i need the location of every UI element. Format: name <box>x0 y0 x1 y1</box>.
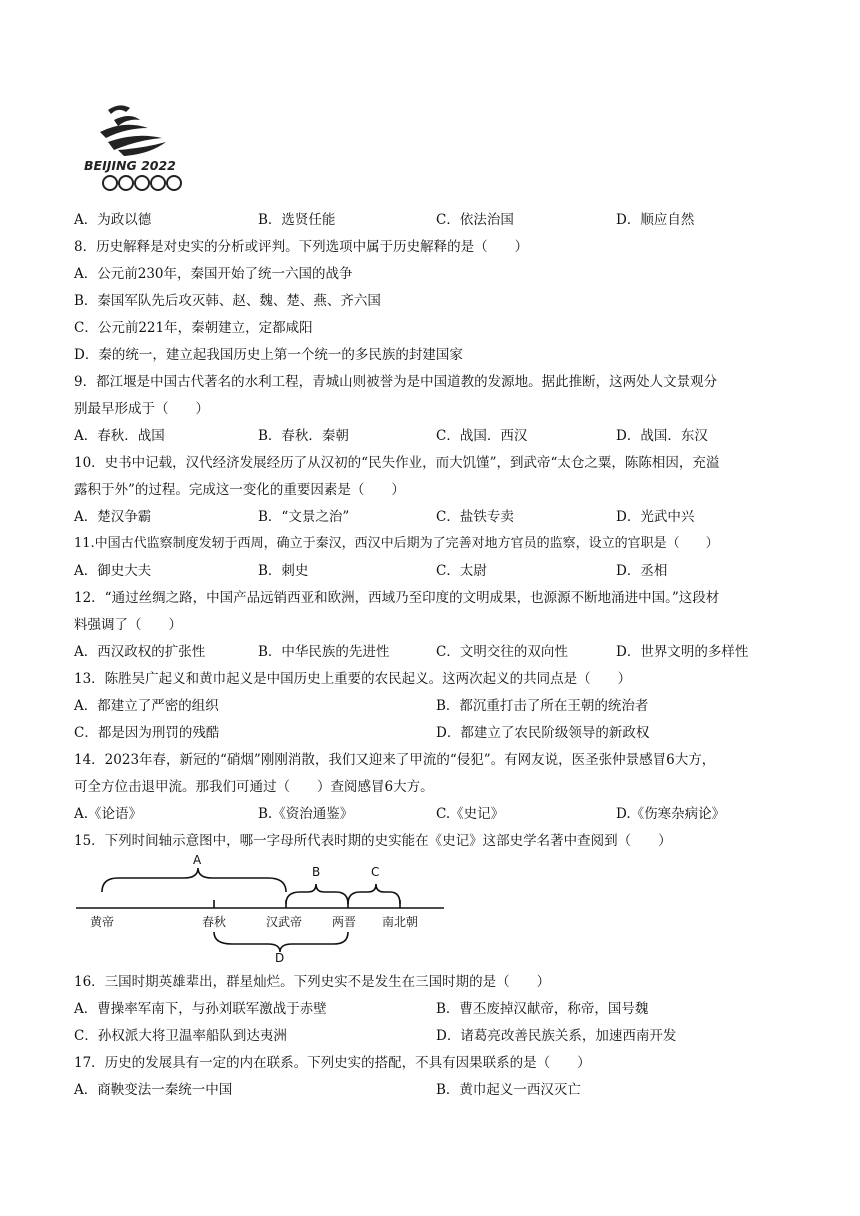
q9-stem-line1: 9．都江堰是中国古代著名的水利工程，青城山则被誉为是中国道教的发源地。据此推断，这两处人文景观分 <box>74 374 718 390</box>
q7-options <box>74 210 794 230</box>
timeline-point-chunqiu: 春秋 <box>202 915 227 929</box>
timeline-letter-b: B <box>312 865 321 879</box>
q8-option-d[interactable]: D．秦的统一，建立起我国历史上第一个统一的多民族的封建国家 <box>74 347 463 363</box>
timeline-letter-c: C <box>371 865 380 879</box>
q16-options-row1 <box>74 999 794 1019</box>
q14-stem-line2: 可全方位击退甲流。那我们可通过（ ）查阅感冒6大方。 <box>74 779 434 795</box>
timeline-point-nanbeichao: 南北朝 <box>382 915 419 929</box>
q9-options <box>74 426 794 446</box>
q16-option-a[interactable]: A．曹操率军南下，与孙刘联军激战于赤壁 <box>74 1001 327 1017</box>
q16-option-b[interactable]: B．曹丕废掉汉献帝，称帝，国号魏 <box>436 1001 649 1017</box>
q12-option-b[interactable]: B．中华民族的先进性 <box>258 644 390 660</box>
q11-option-c[interactable]: C．太尉 <box>436 563 487 579</box>
q10-stem-line1: 10．史书中记载，汉代经济发展经历了从汉初的“民失作业，而大饥馑”，到武帝“太仓之粟，陈陈相因，充溢 <box>74 455 720 471</box>
timeline-point-liangjin: 两晋 <box>332 915 357 929</box>
q12-option-a[interactable]: A．西汉政权的扩张性 <box>74 644 206 660</box>
q11-option-d[interactable]: D．丞相 <box>616 563 668 579</box>
q14-options <box>74 804 794 824</box>
q11-options <box>74 561 794 581</box>
q8-stem: 8．历史解释是对史实的分析或评判。下列选项中属于历史解释的是（ ） <box>74 239 529 255</box>
q10-stem-line2: 露积于外”的过程。完成这一变化的重要因素是（ ） <box>74 482 405 498</box>
q13-stem: 13．陈胜吴广起义和黄巾起义是中国历史上重要的农民起义。这两次起义的共同点是（ ） <box>74 671 632 687</box>
q14-option-d[interactable]: D.《伤寒杂病论》 <box>616 806 726 822</box>
q13-option-b[interactable]: B．都沉重打击了所在王朝的统治者 <box>436 698 649 714</box>
q13-options-row2 <box>74 723 794 743</box>
q12-option-c[interactable]: C．文明交往的双向性 <box>436 644 568 660</box>
q10-option-d[interactable]: D．光武中兴 <box>616 509 695 525</box>
q16-stem: 16．三国时期英雄辈出，群星灿烂。下列史实不是发生在三国时期的是（ ） <box>74 974 551 990</box>
q14-stem-line1: 14．2023年春，新冠的“硝烟”刚刚消散，我们又迎来了甲流的“侵犯”。有网友说，医圣张仲景感冒6大方， <box>74 752 716 768</box>
q16-option-c[interactable]: C．孙权派大将卫温率船队到达夷洲 <box>74 1028 287 1044</box>
q9-option-d[interactable]: D．战国．东汉 <box>616 428 708 444</box>
q15-stem: 15．下列时间轴示意图中，哪一字母所代表时期的史实能在《史记》这部史学名著中查阅到（ ） <box>74 833 672 849</box>
q10-option-a[interactable]: A．楚汉争霸 <box>74 509 152 525</box>
q13-option-c[interactable]: C．都是因为刑罚的残酷 <box>74 725 220 741</box>
q7-option-a[interactable]: A．为政以德 <box>74 212 152 228</box>
q7-option-d[interactable]: D．顺应自然 <box>616 212 695 228</box>
q8-option-c[interactable]: C．公元前221年，秦朝建立，定都咸阳 <box>74 320 313 336</box>
q10-options <box>74 507 794 527</box>
q16-options-row2 <box>74 1026 794 1046</box>
q17-option-b[interactable]: B．黄巾起义一西汉灭亡 <box>436 1082 581 1098</box>
q16-option-d[interactable]: D．诸葛亮改善民族关系，加速西南开发 <box>436 1028 677 1044</box>
logo-text: BEIJING 2022 <box>84 158 176 173</box>
q11-stem: 11.中国古代监察制度发轫于西周，确立于秦汉，西汉中后期为了完善对地方官员的监察，设立的官职是（ ） <box>74 536 719 551</box>
q8-option-b[interactable]: B．秦国军队先后攻灭韩、赵、魏、楚、燕、齐六国 <box>74 293 381 309</box>
q9-option-c[interactable]: C．战国．西汉 <box>436 428 528 444</box>
q14-option-c[interactable]: C.《史记》 <box>436 806 505 822</box>
q10-option-b[interactable]: B．“文景之治” <box>258 509 350 525</box>
q9-option-b[interactable]: B．春秋．秦朝 <box>258 428 349 444</box>
q10-option-c[interactable]: C．盐铁专卖 <box>436 509 514 525</box>
q17-options <box>74 1080 794 1100</box>
q17-option-a[interactable]: A．商鞅变法一秦统一中国 <box>74 1082 233 1098</box>
timeline-point-huangdi: 黄帝 <box>90 915 115 929</box>
q14-option-b[interactable]: B.《资治通鉴》 <box>258 806 354 822</box>
q13-option-a[interactable]: A．都建立了严密的组织 <box>74 698 219 714</box>
q8-option-a[interactable]: A．公元前230年，秦国开始了统一六国的战争 <box>74 266 353 282</box>
q11-option-a[interactable]: A．御史大夫 <box>74 563 152 579</box>
q7-option-b[interactable]: B．选贤任能 <box>258 212 336 228</box>
q13-options-row1 <box>74 696 794 716</box>
timeline-letter-a: A <box>193 853 202 867</box>
q9-option-a[interactable]: A．春秋．战国 <box>74 428 165 444</box>
q12-stem-line2: 料强调了（ ） <box>74 617 182 633</box>
timeline-diagram <box>72 852 452 962</box>
q9-stem-line2: 别最早形成于（ ） <box>74 401 209 417</box>
q17-stem: 17．历史的发展具有一定的内在联系。下列史实的搭配，不具有因果联系的是（ ） <box>74 1055 591 1071</box>
timeline-letter-d: D <box>275 951 285 962</box>
q7-option-c[interactable]: C．依法治国 <box>436 212 514 228</box>
q13-option-d[interactable]: D．都建立了农民阶级领导的新政权 <box>436 725 650 741</box>
q12-options <box>74 642 794 662</box>
beijing-2022-logo <box>78 98 203 198</box>
q12-stem-line1: 12．“通过丝绸之路，中国产品远销西亚和欧洲，西域乃至印度的文明成果，也源源不断地涌进中国。”这段材 <box>74 590 720 606</box>
q12-option-d[interactable]: D．世界文明的多样性 <box>616 644 749 660</box>
timeline-point-hanwudi: 汉武帝 <box>266 915 303 929</box>
q11-option-b[interactable]: B．刺史 <box>258 563 309 579</box>
q14-option-a[interactable]: A.《论语》 <box>74 806 143 822</box>
